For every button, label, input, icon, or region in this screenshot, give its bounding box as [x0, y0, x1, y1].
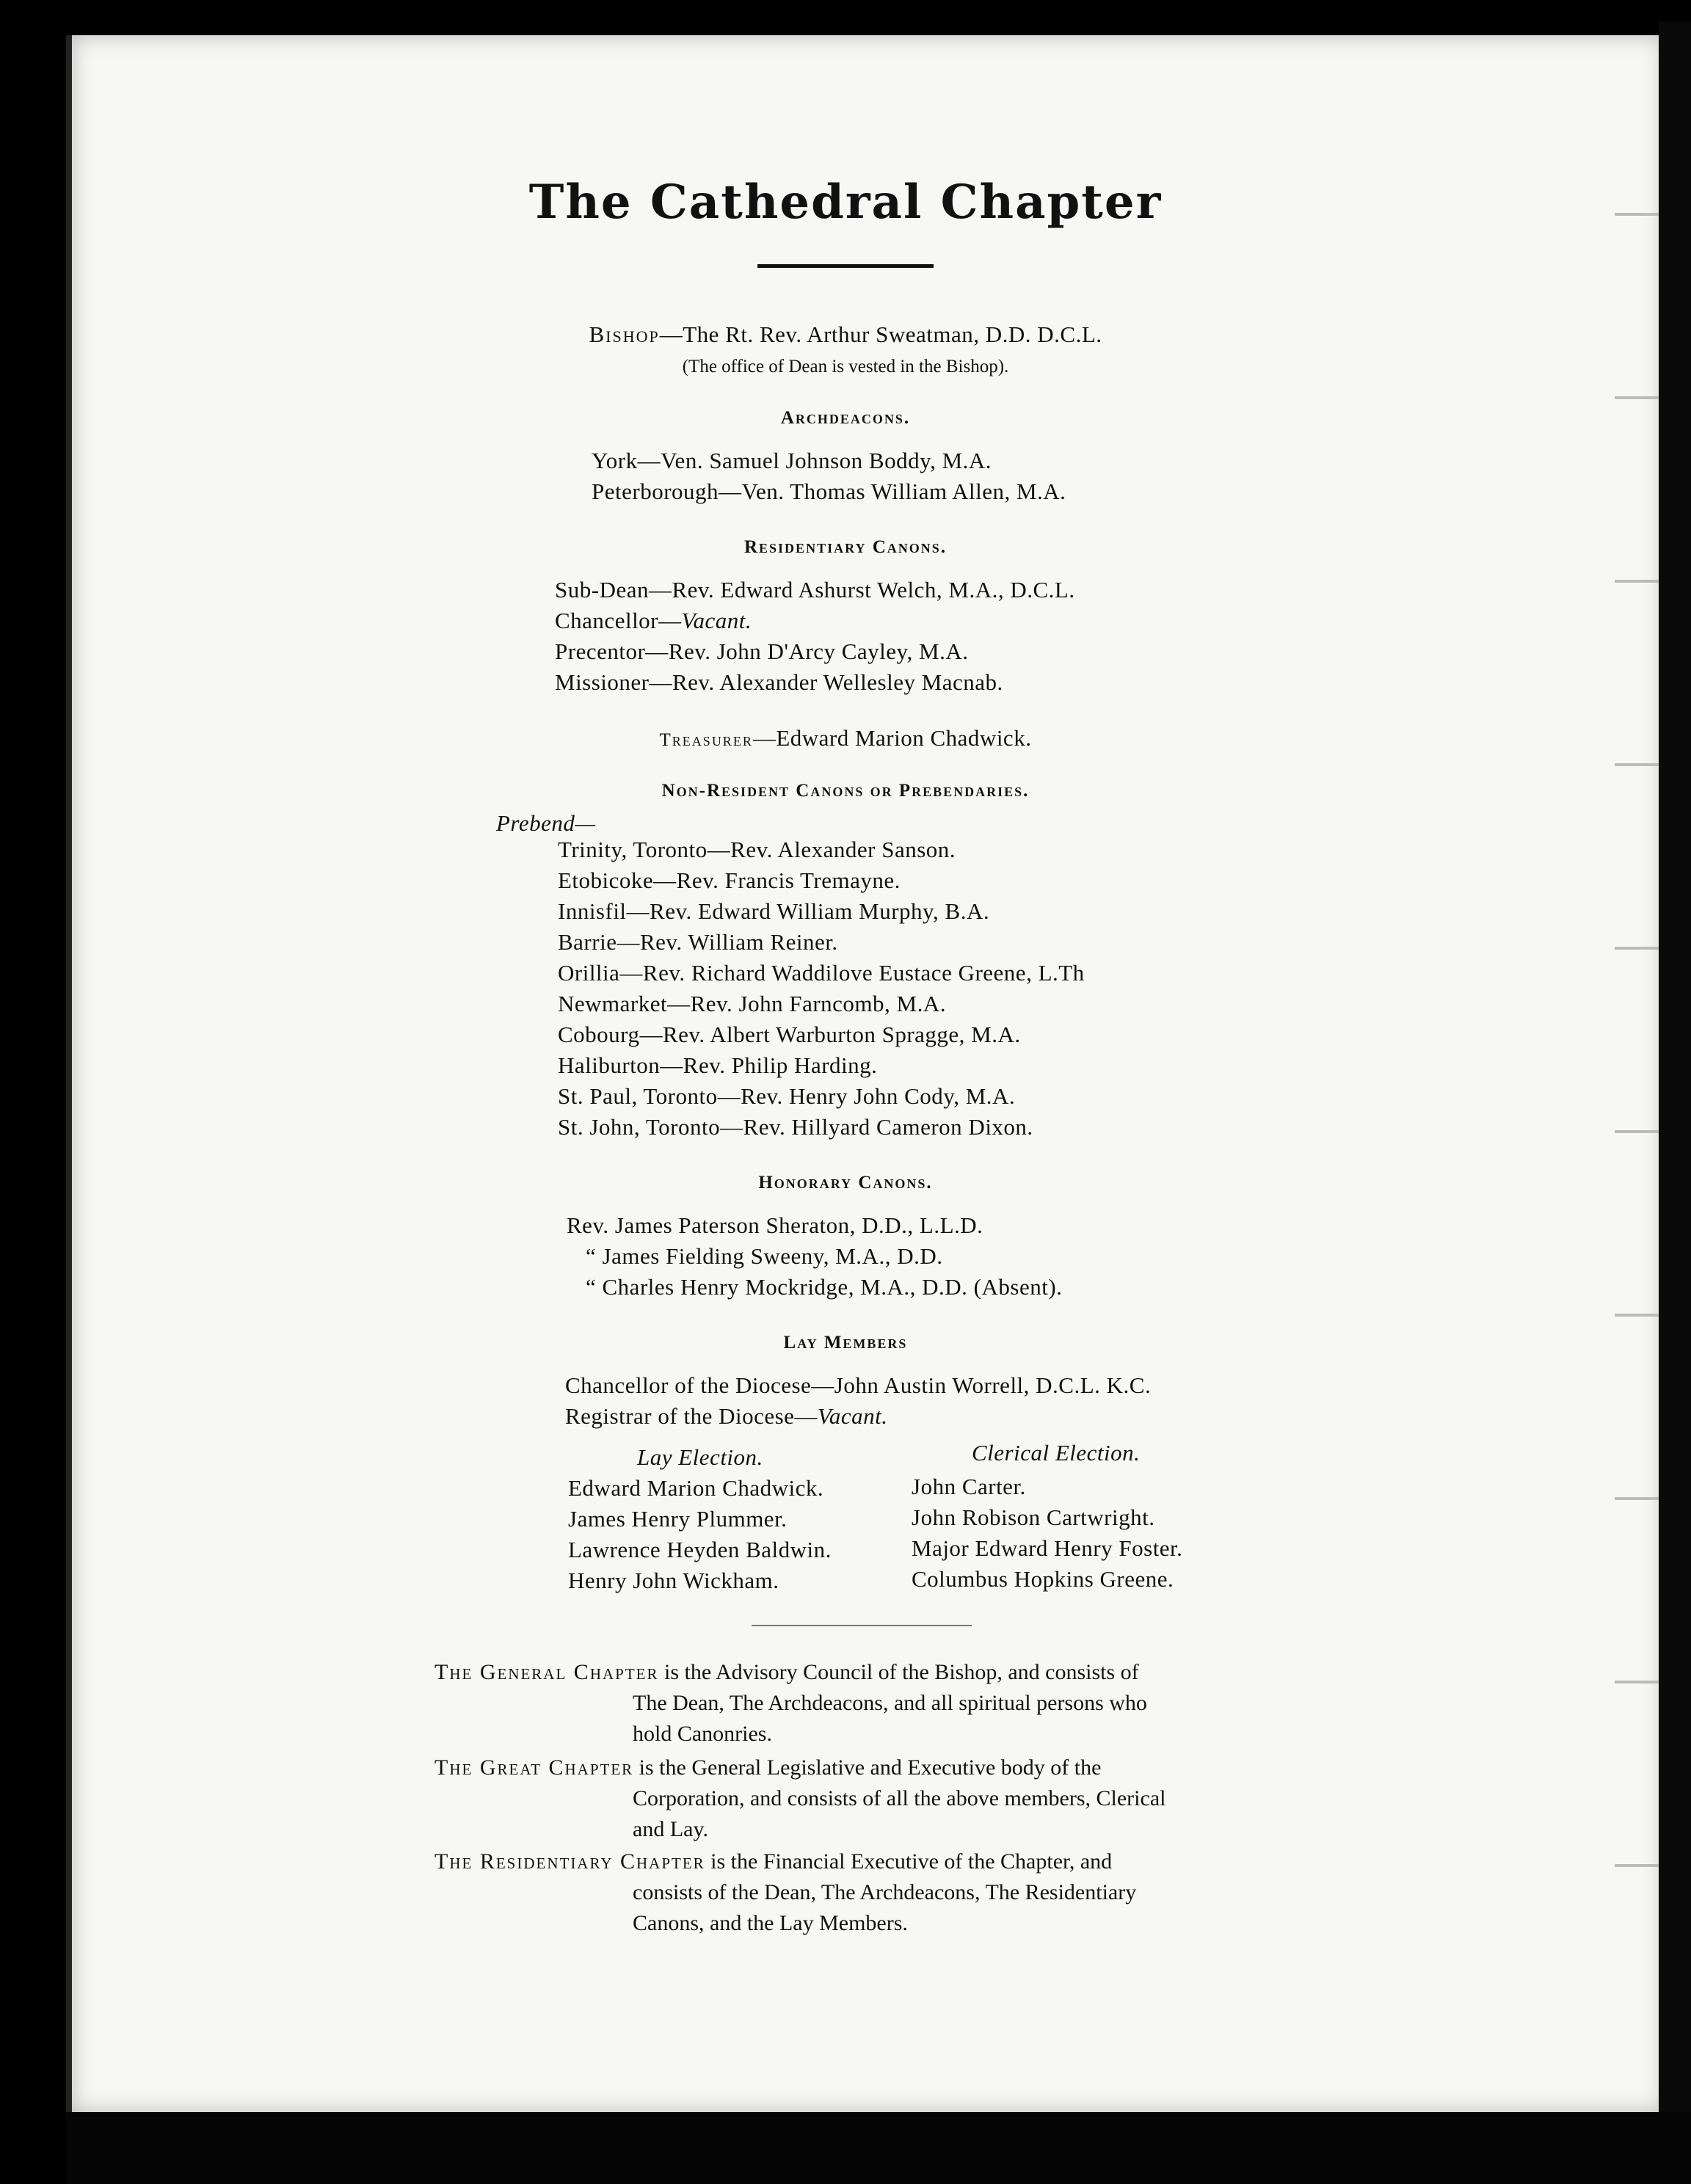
residentiary-canon-item: Missioner—Rev. Alexander Wellesley Macnab. [555, 669, 1003, 695]
binding-mark [1615, 580, 1659, 583]
prebend-label: Prebend— [496, 810, 596, 836]
honorary-canon-item: Rev. James Paterson Sheraton, D.D., L.L.D. [567, 1212, 983, 1238]
definition-term: The Residentiary Chapter [434, 1849, 705, 1874]
definition-term: The Great Chapter [434, 1755, 634, 1780]
prebendary-item: Haliburton—Rev. Philip Harding. [558, 1052, 878, 1078]
residentiary-canons-heading: Residentiary Canons. [743, 537, 948, 557]
non-resident-heading: Non-Resident Canons or Prebendaries. [661, 781, 1030, 801]
title-rule [757, 264, 934, 268]
lay-member-item: Chancellor of the Diocese—John Austin Worrell, D.C.L. K.C. [565, 1372, 1152, 1398]
binding-mark [1615, 1864, 1659, 1867]
archdeacon-item: Peterborough—Ven. Thomas William Allen, M.A. [592, 478, 1066, 504]
treasurer-text: —Edward Marion Chadwick. [752, 725, 1032, 751]
clerical-election-name: John Robison Cartwright. [912, 1504, 1155, 1530]
prebendary-item: St. John, Toronto—Rev. Hillyard Cameron Dixon. [558, 1114, 1033, 1140]
binding-mark [1615, 1314, 1659, 1317]
binding-mark [1615, 947, 1659, 950]
prebendary-item: Barrie—Rev. William Reiner. [558, 929, 838, 955]
page-title: The Cathedral Chapter [528, 175, 1163, 230]
definition-great-chapter: The Great Chapter is the General Legislative and Executive body of the Corporation, and consists of all the above members, Clerical and Lay. [434, 1755, 1166, 1841]
clerical-election-name: Columbus Hopkins Greene. [912, 1566, 1174, 1592]
honorary-canon-item: “ James Fielding Sweeny, M.A., D.D. [586, 1243, 943, 1269]
prebendary-item: Orillia—Rev. Richard Waddilove Eustace Greene, L.Th [558, 960, 1085, 986]
lay-election-name: Edward Marion Chadwick. [568, 1475, 824, 1501]
definition-general-chapter: The General Chapter is the Advisory Council of the Bishop, and consists of The Dean, The Archdeacons, and all spiritual persons who hold Canonries. [434, 1660, 1147, 1746]
bishop-note: (The office of Dean is vested in the Bishop). [682, 357, 1009, 376]
binding-mark [1615, 1497, 1659, 1500]
honorary-canons-heading: Honorary Canons. [758, 1173, 933, 1193]
residentiary-canon-item: Chancellor—Vacant. [555, 608, 752, 633]
bishop-line [0, 321, 1691, 348]
honorary-canon-item: “ Charles Henry Mockridge, M.A., D.D. (Absent). [586, 1274, 1063, 1300]
residentiary-canon-item: Precentor—Rev. John D'Arcy Cayley, M.A. [555, 638, 969, 664]
prebendary-item: Cobourg—Rev. Albert Warburton Spragge, M.A. [558, 1022, 1021, 1047]
treasurer-prefix: Treasurer [659, 730, 753, 750]
binding-mark [1615, 763, 1659, 766]
binding-mark [1615, 396, 1659, 399]
bishop-prefix: Bishop [589, 321, 660, 347]
archdeacons-heading: Archdeacons. [780, 408, 911, 428]
binding-mark [1615, 1681, 1659, 1684]
archdeacon-item: York—Ven. Samuel Johnson Boddy, M.A. [592, 448, 992, 473]
binding-mark [1615, 1130, 1659, 1133]
prebendary-item: Newmarket—Rev. John Farncomb, M.A. [558, 991, 946, 1016]
lay-election-heading: Lay Election. [637, 1444, 763, 1470]
lay-election-name: Henry John Wickham. [568, 1568, 779, 1593]
prebendary-item: St. Paul, Toronto—Rev. Henry John Cody, M.A. [558, 1083, 1016, 1109]
prebendary-item: Etobicoke—Rev. Francis Tremayne. [558, 867, 901, 893]
residentiary-canon-item: Sub-Dean—Rev. Edward Ashurst Welch, M.A., D.C.L. [555, 577, 1075, 603]
lay-members-heading: Lay Members [783, 1333, 908, 1353]
section-rule [752, 1625, 972, 1626]
prebendary-item: Trinity, Toronto—Rev. Alexander Sanson. [558, 837, 956, 862]
clerical-election-name: John Carter. [912, 1474, 1026, 1499]
bishop-text: —The Rt. Rev. Arthur Sweatman, D.D. D.C.L. [659, 321, 1102, 347]
prebendary-item: Innisfil—Rev. Edward William Murphy, B.A. [558, 898, 990, 924]
lay-election-name: James Henry Plummer. [568, 1506, 788, 1532]
definition-residentiary-chapter: The Residentiary Chapter is the Financial Executive of the Chapter, and consists of the Dean, The Archdeacons, The Residentiary Canons, and the Lay Members. [434, 1849, 1137, 1935]
page-edge-bottom [66, 2112, 1691, 2184]
definition-term: The General Chapter [434, 1660, 659, 1684]
clerical-election-name: Major Edward Henry Foster. [912, 1535, 1183, 1561]
clerical-election-heading: Clerical Election. [972, 1440, 1141, 1466]
treasurer-line [0, 725, 1691, 751]
lay-member-item: Registrar of the Diocese—Vacant. [565, 1403, 888, 1429]
lay-election-name: Lawrence Heyden Baldwin. [568, 1537, 832, 1562]
